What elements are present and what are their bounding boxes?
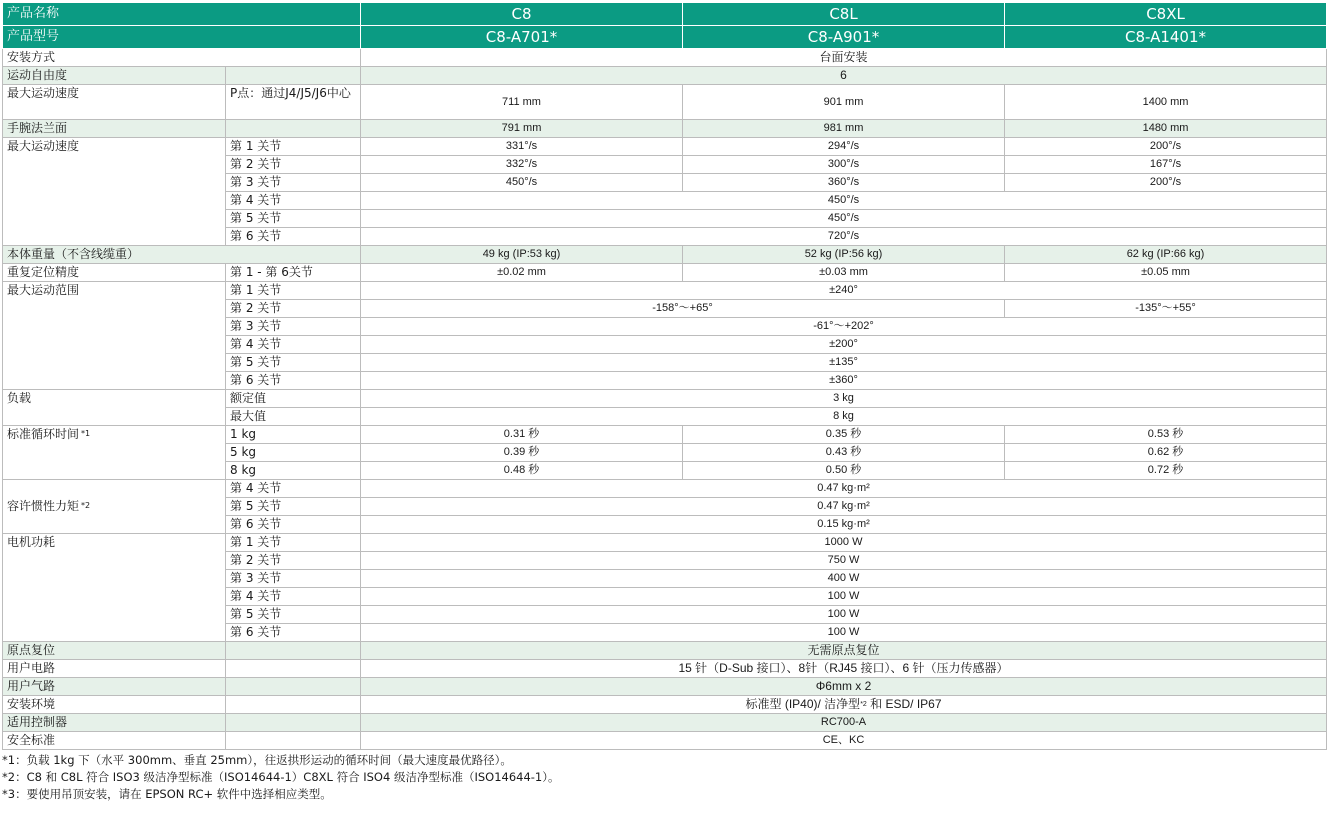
row-sublabel: 第 2 关节 (226, 156, 361, 174)
spec-value-c8xl: 62 kg (IP:66 kg) (1005, 246, 1327, 264)
row-sublabel: 第 6 关节 (226, 624, 361, 642)
spec-value: ±135° (361, 354, 1327, 372)
spec-value: 100 W (361, 624, 1327, 642)
product-model-c8xl: C8-A1401* (1005, 26, 1327, 49)
spec-value: 450°/s (361, 192, 1327, 210)
row-range-j1 (3, 282, 1327, 300)
spec-value: CE、KC (361, 732, 1327, 750)
row-label-cycle (3, 426, 226, 480)
row-sublabel-empty (226, 120, 361, 138)
row-label-text: 标准循环时间 (7, 427, 80, 441)
spec-value-c8l: 0.50 秒 (683, 462, 1005, 480)
row-label: 用户气路 (3, 678, 226, 696)
row-sublabel: 第 1 关节 (226, 282, 361, 300)
row-sublabel: 额定值 (226, 390, 361, 408)
row-label: 最大运动速度 (3, 85, 226, 120)
product-model-c8: C8-A701* (361, 26, 683, 49)
spec-value-c8: 0.39 秒 (361, 444, 683, 462)
row-sublabel: 最大值 (226, 408, 361, 426)
product-name-c8xl: C8XL (1005, 3, 1327, 26)
spec-value-c8: 711 mm (361, 85, 683, 120)
spec-value-c8: 0.31 秒 (361, 426, 683, 444)
footnote-mark: *2 (860, 701, 867, 708)
row-label: 安全标准 (3, 732, 226, 750)
spec-value-c8: ±0.02 mm (361, 264, 683, 282)
spec-value-c8l: 981 mm (683, 120, 1005, 138)
spec-value-c8l: 0.35 秒 (683, 426, 1005, 444)
spec-value-c8l: ±0.03 mm (683, 264, 1005, 282)
spec-value: 100 W (361, 588, 1327, 606)
spec-value-c8xl: 0.62 秒 (1005, 444, 1327, 462)
row-sublabel: 第 3 关节 (226, 318, 361, 336)
spec-value-c8xl: 0.72 秒 (1005, 462, 1327, 480)
row-sublabel: 第 3 关节 (226, 174, 361, 192)
product-name-c8l: C8L (683, 3, 1005, 26)
row-sublabel: 第 6 关节 (226, 228, 361, 246)
spec-value: ±240° (361, 282, 1327, 300)
spec-value: 0.47 kg·m² (361, 498, 1327, 516)
spec-value: 15 针（D-Sub 接口）、8针（RJ45 接口）、6 针（压力传感器） (361, 660, 1327, 678)
spec-value: RC700-A (361, 714, 1327, 732)
row-dof (3, 67, 1327, 85)
product-name-c8: C8 (361, 3, 683, 26)
spec-value: 无需原点复位 (361, 642, 1327, 660)
spec-value-c8: 0.48 秒 (361, 462, 683, 480)
row-power-j1 (3, 534, 1327, 552)
spec-value-c8: 331°/s (361, 138, 683, 156)
spec-value-c8xl: 1480 mm (1005, 120, 1327, 138)
spec-value: Φ6mm x 2 (361, 678, 1327, 696)
row-sublabel-empty (226, 67, 361, 85)
row-label: 重复定位精度 (3, 264, 226, 282)
row-sublabel: 第 5 关节 (226, 210, 361, 228)
spec-value-part: 标准型 (IP40)/ 洁净型 (745, 697, 861, 711)
spec-value: 400 W (361, 570, 1327, 588)
spec-value: 6 (361, 67, 1327, 85)
header-row-model (3, 26, 1327, 49)
spec-value: 0.47 kg·m² (361, 480, 1327, 498)
row-sublabel-empty (226, 642, 361, 660)
row-sublabel-empty (226, 732, 361, 750)
row-sublabel: 第 2 关节 (226, 300, 361, 318)
row-label-text: 容许惯性力矩 (7, 499, 80, 513)
spec-value: -61°～+202° (361, 318, 1327, 336)
footnote-mark: *2 (81, 501, 91, 510)
row-label: 适用控制器 (3, 714, 226, 732)
footnote-2: *2：C8 和 C8L 符合 ISO3 级洁净型标准（ISO14644-1）C8XL 符合 ISO4 级洁净型标准（ISO14644-1）。 (2, 770, 560, 784)
row-label: 最大运动速度 (3, 138, 226, 246)
row-sublabel-empty (226, 696, 361, 714)
spec-value-c8xl: ±0.05 mm (1005, 264, 1327, 282)
spec-value-c8: 450°/s (361, 174, 683, 192)
row-sublabel: 第 5 关节 (226, 498, 361, 516)
row-sublabel: 第 5 关节 (226, 354, 361, 372)
row-sublabel-empty (226, 714, 361, 732)
spec-value: 750 W (361, 552, 1327, 570)
row-sublabel: 第 4 关节 (226, 480, 361, 498)
header-row-name (3, 3, 1327, 26)
spec-value: ±200° (361, 336, 1327, 354)
spec-value-c8-c8l: -158°～+65° (361, 300, 1005, 318)
row-sublabel: P点：通过J4/J5/J6中心 (226, 85, 361, 120)
footnote-mark: *1 (81, 429, 91, 438)
row-label: 电机功耗 (3, 534, 226, 642)
row-label: 本体重量（不含线缆重） (3, 246, 361, 264)
row-label: 运动自由度 (3, 67, 226, 85)
product-name-label: 产品名称 (3, 3, 361, 26)
row-install (3, 49, 1327, 67)
row-sublabel: 5 kg (226, 444, 361, 462)
row-sublabel: 第 6 关节 (226, 372, 361, 390)
spec-value-c8xl: 167°/s (1005, 156, 1327, 174)
spec-value-c8: 49 kg (IP:53 kg) (361, 246, 683, 264)
row-inertia-j4 (3, 480, 1327, 498)
row-sublabel-empty (226, 660, 361, 678)
row-home (3, 642, 1327, 660)
row-sublabel: 第 1 关节 (226, 138, 361, 156)
row-label-inertia (3, 480, 226, 534)
spec-value: 100 W (361, 606, 1327, 624)
spec-value-c8l: 901 mm (683, 85, 1005, 120)
row-sublabel: 第 3 关节 (226, 570, 361, 588)
row-label: 用户电路 (3, 660, 226, 678)
spec-value-c8l: 294°/s (683, 138, 1005, 156)
spec-value-c8xl: 200°/s (1005, 138, 1327, 156)
spec-value: 8 kg (361, 408, 1327, 426)
product-model-label: 产品型号 (3, 26, 361, 49)
spec-value: 台面安装 (361, 49, 1327, 67)
spec-value: 1000 W (361, 534, 1327, 552)
row-controller (3, 714, 1327, 732)
footnotes (2, 752, 1327, 803)
row-sublabel: 第 4 关节 (226, 192, 361, 210)
row-sublabel: 第 4 关节 (226, 588, 361, 606)
row-sublabel: 第 6 关节 (226, 516, 361, 534)
spec-value-c8l: 300°/s (683, 156, 1005, 174)
row-sublabel: 第 1 - 第 6关节 (226, 264, 361, 282)
spec-value-c8xl: -135°～+55° (1005, 300, 1327, 318)
spec-value: 450°/s (361, 210, 1327, 228)
spec-value-c8l: 52 kg (IP:56 kg) (683, 246, 1005, 264)
row-sublabel: 1 kg (226, 426, 361, 444)
row-label: 原点复位 (3, 642, 226, 660)
row-label: 负载 (3, 390, 226, 426)
spec-value (361, 696, 1327, 714)
row-label: 最大运动范围 (3, 282, 226, 390)
spec-value: 720°/s (361, 228, 1327, 246)
row-reach (3, 85, 1327, 120)
spec-value-c8xl: 1400 mm (1005, 85, 1327, 120)
row-sublabel: 第 1 关节 (226, 534, 361, 552)
spec-value-c8: 332°/s (361, 156, 683, 174)
spec-value: 0.15 kg·m² (361, 516, 1327, 534)
footnote-3: *3：要使用吊顶安装，请在 EPSON RC+ 软件中选择相应类型。 (2, 787, 332, 801)
row-sublabel: 8 kg (226, 462, 361, 480)
row-speed-j1 (3, 138, 1327, 156)
row-sublabel: 第 2 关节 (226, 552, 361, 570)
spec-value-c8l: 360°/s (683, 174, 1005, 192)
row-label: 安装方式 (3, 49, 361, 67)
row-label: 手腕法兰面 (3, 120, 226, 138)
footnote-1: *1：负载 1kg 下（水平 300mm、垂直 25mm），往返拱形运动的循环时间（最大速度最优路径）。 (2, 753, 512, 767)
spec-value: ±360° (361, 372, 1327, 390)
row-payload-rated (3, 390, 1327, 408)
row-repeat (3, 264, 1327, 282)
spec-value-part: 和 ESD/ IP67 (866, 697, 942, 711)
spec-value: 3 kg (361, 390, 1327, 408)
row-sublabel: 第 4 关节 (226, 336, 361, 354)
row-label: 安装环境 (3, 696, 226, 714)
spec-value-c8: 791 mm (361, 120, 683, 138)
row-env (3, 696, 1327, 714)
spec-value-c8xl: 0.53 秒 (1005, 426, 1327, 444)
row-weight (3, 246, 1327, 264)
row-safety (3, 732, 1327, 750)
row-sublabel: 第 5 关节 (226, 606, 361, 624)
row-cycle-1kg (3, 426, 1327, 444)
row-wiring (3, 660, 1327, 678)
spec-value-c8l: 0.43 秒 (683, 444, 1005, 462)
row-flange (3, 120, 1327, 138)
spec-table (2, 2, 1327, 750)
row-air (3, 678, 1327, 696)
spec-value-c8xl: 200°/s (1005, 174, 1327, 192)
row-sublabel-empty (226, 678, 361, 696)
product-model-c8l: C8-A901* (683, 26, 1005, 49)
